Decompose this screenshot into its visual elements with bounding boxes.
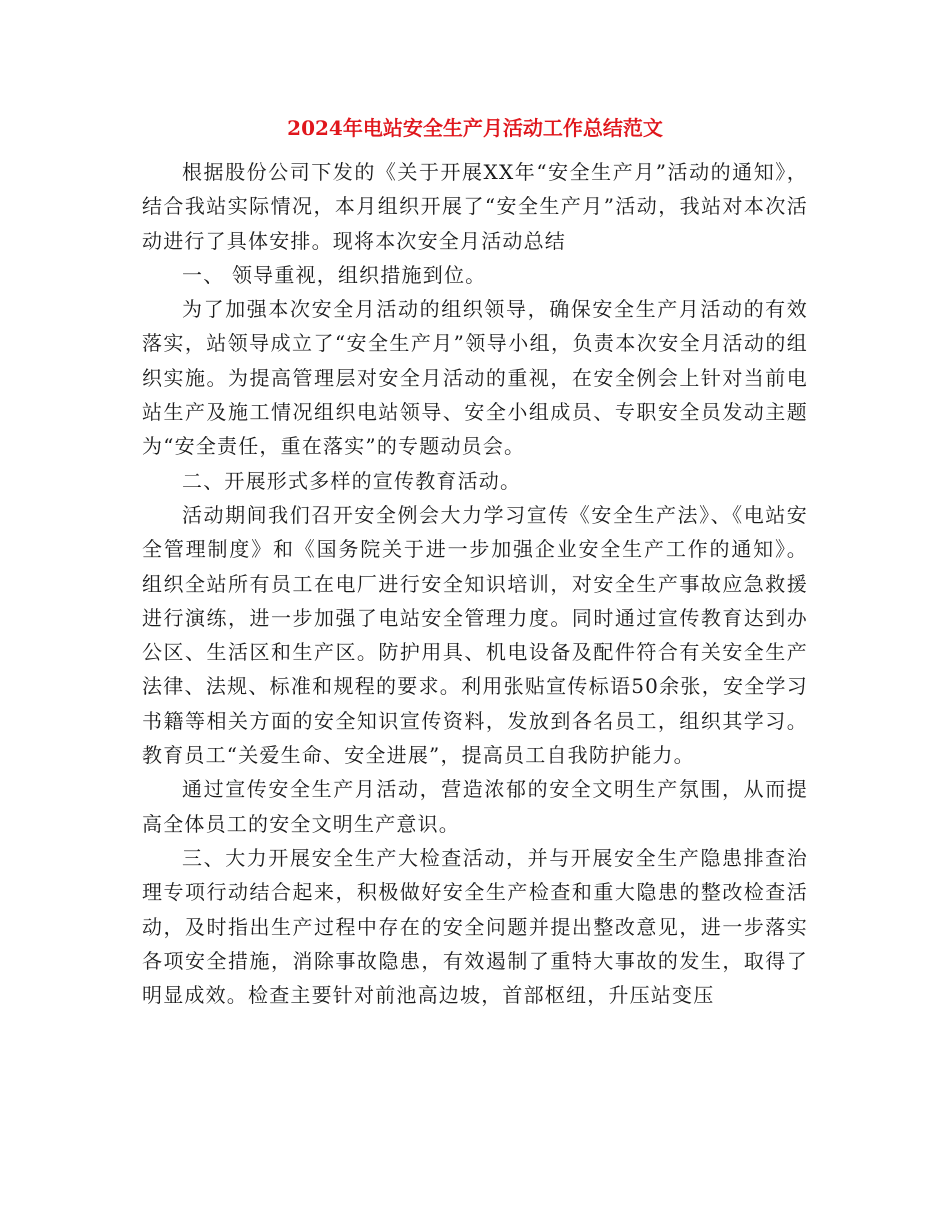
section-heading-1: 一、 领导重视，组织措施到位。 <box>182 262 487 287</box>
section-2-summary-paragraph: 通过宣传安全生产月活动，营造浓郁的安全文明生产氛围，从而提高全体员工的安全文明生产意识。 <box>142 777 808 836</box>
section-2-paragraph: 活动期间我们召开安全例会大力学习宣传《安全生产法》、《电站安全管理制度》和《国务院关于进一步加强企业安全生产工作的通知》。组织全站所有员工在电厂进行安全知识培训，对安全生产事故应急救援进行演练，进一步加强了电站安全管理力度。同时通过宣传教育达到办公区、生活区和生产区。防护用具、机电设备及配件符合有关安全生产法律、法规、标准和规程的要求。利用张贴宣传标语50余张，安全学习书籍等相关方面的安全知识宣传资料，发放到各名员工，组织其学习。教育员工“关爱生命、安全进展”，提高员工自我防护能力。 <box>142 502 808 768</box>
section-1-paragraph: 为了加强本次安全月活动的组织领导，确保安全生产月活动的有效落实，站领导成立了“安全生产月”领导小组，负责本次安全月活动的组织实施。为提高管理层对安全月活动的重视，在安全例会上针对当前电站生产及施工情况组织电站领导、安全小组成员、专职安全员发动主题为“安全责任，重在落实”的专题动员会。 <box>142 297 808 459</box>
document-title: 2024年电站安全生产月活动工作总结范文 <box>287 116 663 140</box>
intro-paragraph: 根据股份公司下发的《关于开展XX年“安全生产月”活动的通知》，结合我站实际情况，本月组织开展了“安全生产月”活动，我站对本次活动进行了具体安排。现将本次安全月活动总结 <box>142 160 808 253</box>
section-3-paragraph: 三、大力开展安全生产大检查活动，并与开展安全生产隐患排查治理专项行动结合起来，积极做好安全生产检查和重大隐患的整改检查活动，及时指出生产过程中存在的安全问题并提出整改意见，进一步落实各项安全措施，消除事故隐患，有效遏制了重特大事故的发生，取得了明显成效。检查主要针对前池高边坡，首部枢纽，升压站变压 <box>142 845 808 1008</box>
document-body <box>142 155 808 1012</box>
section-heading-2: 二、开展形式多样的宣传教育活动。 <box>182 468 522 493</box>
